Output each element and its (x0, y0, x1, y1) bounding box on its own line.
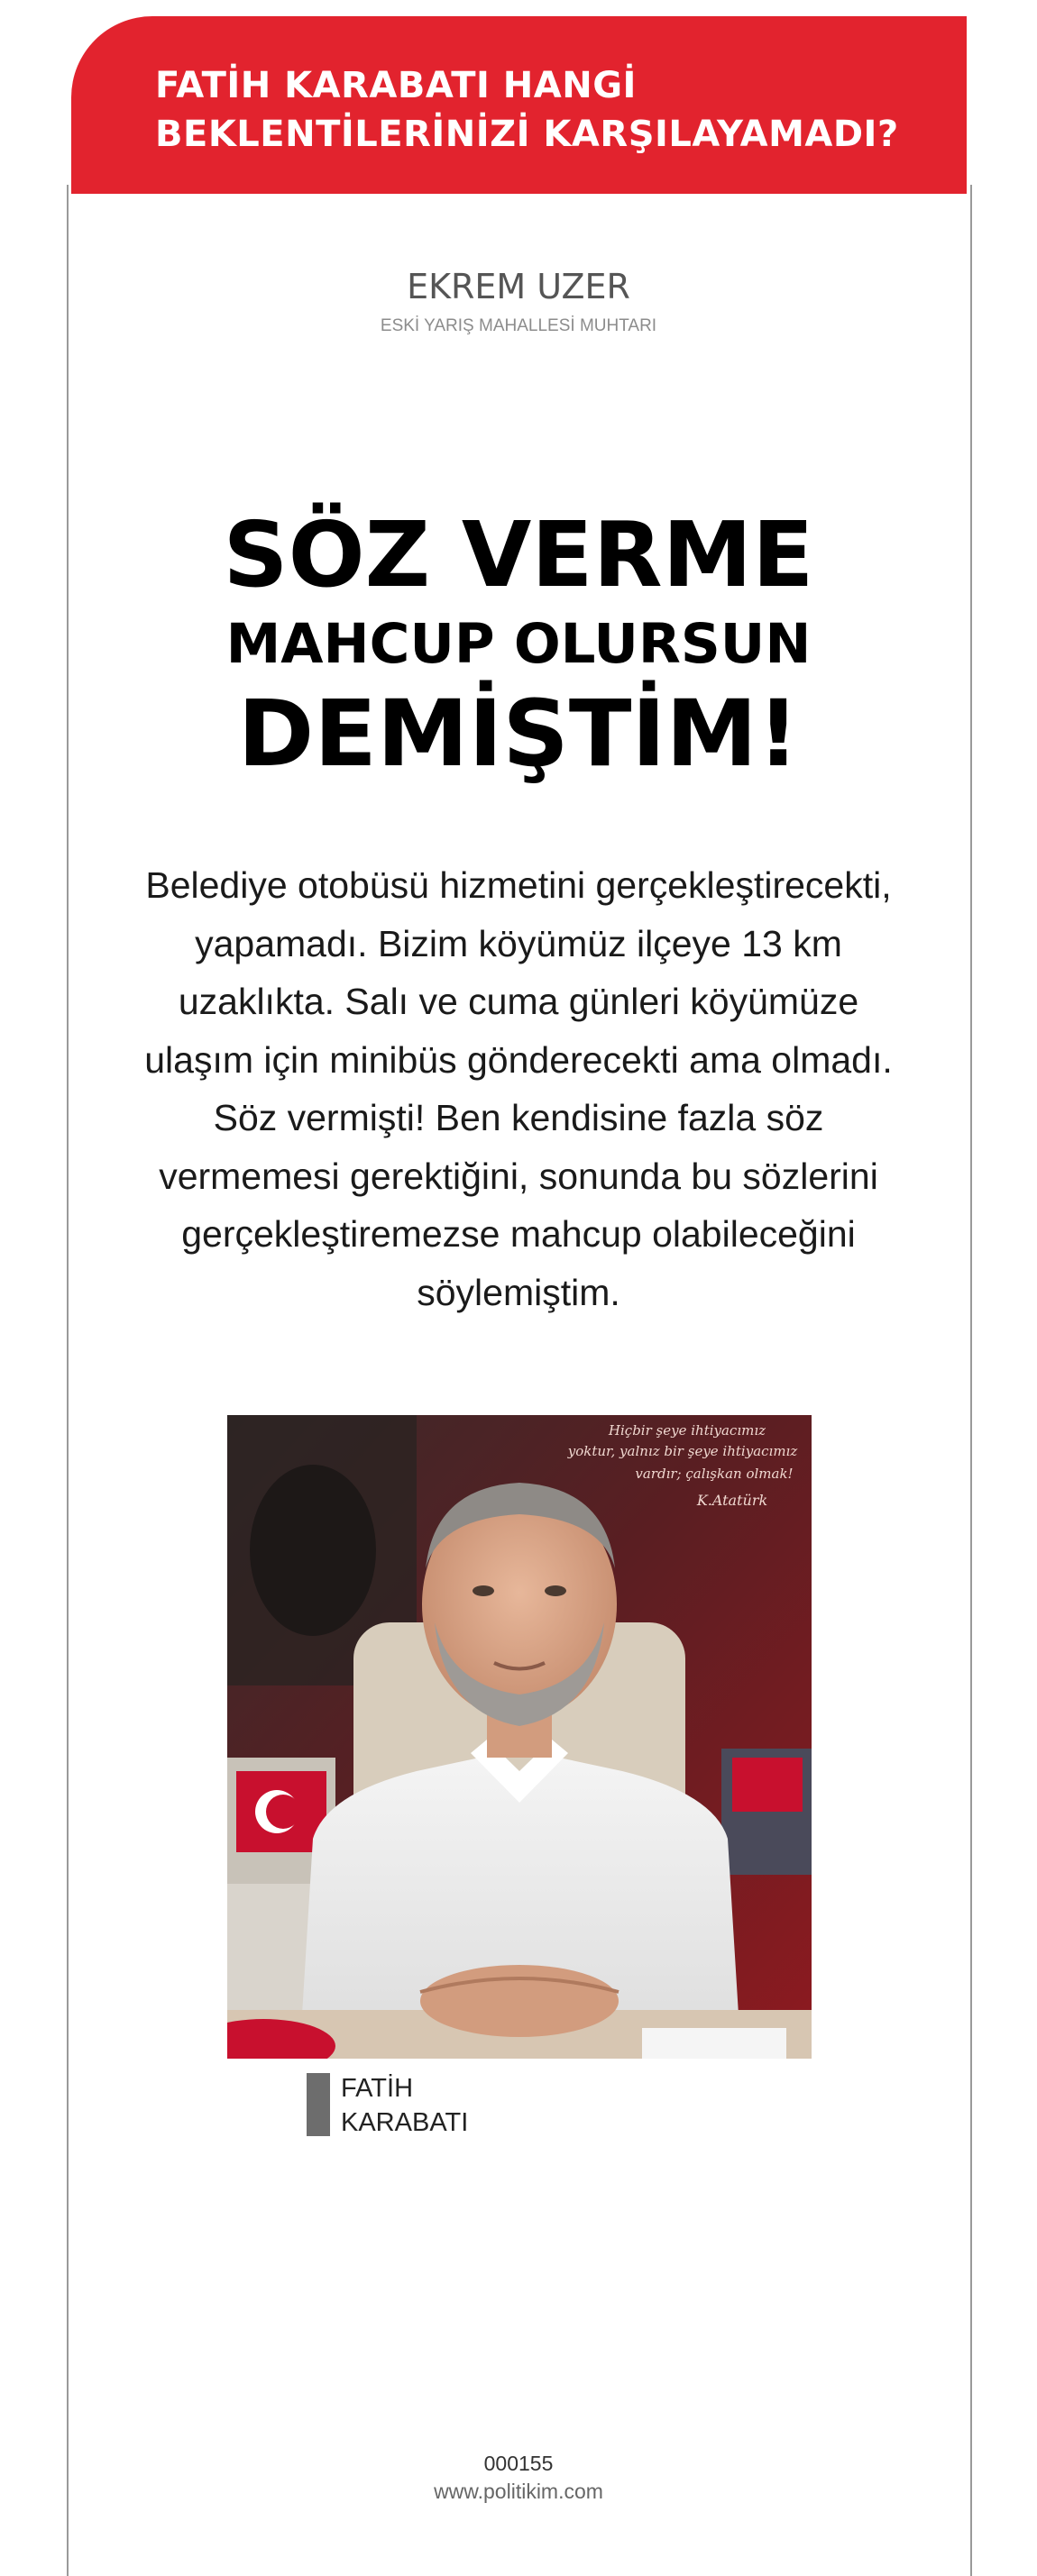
header-title-line-2: BEKLENTİLERİNİZİ KARŞILAYAMADI? (155, 114, 899, 155)
caption-line-2: KARABATI (341, 2108, 469, 2137)
portrait-photo (227, 1415, 812, 2059)
caption-bar (307, 2073, 330, 2136)
banner-signature: K.Atatürk (696, 1492, 768, 1509)
banner-text-3: vardır; çalışkan olmak! (635, 1466, 794, 1482)
footer-url: www.politikim.com (434, 2480, 603, 2503)
banner-text-1: Hiçbir şeye ihtiyacımız (608, 1422, 766, 1439)
headline-line-3: DEMİŞTİM! (237, 681, 800, 788)
author-block (0, 267, 1037, 339)
quote-text: Belediye otobüsü hizmetini gerçekleştirecekti, yapamadı. Bizim köyümüz ilçeye 13 km uzaklıkta. Salı ve cuma günleri köyümüze ulaşım için minibüs gönderecekti ama olmadı. Söz vermişti! Ben kendisine fazla söz vermemesi gerektiğini, sonunda bu sözlerini gerçekleştiremezse mahcup olabileceğini söylemiştim. (144, 864, 893, 1313)
headline-line-1: SÖZ VERME (223, 502, 814, 607)
banner-text-2: yoktur, yalnız bir şeye ihtiyacımız (567, 1443, 798, 1459)
footer-code: 000155 (483, 2452, 554, 2475)
footer (0, 2450, 1037, 2506)
header-title-line-1: FATİH KARABATI HANGİ (155, 65, 637, 106)
headline-line-2: MAHCUP OLURSUN (225, 612, 812, 676)
caption-line-1: FATİH (341, 2074, 414, 2103)
author-title: ESKİ YARIŞ MAHALLESİ MUHTARI (380, 316, 657, 335)
header-banner (71, 16, 967, 194)
caption-text (341, 2071, 468, 2140)
author-name: EKREM UZER (407, 267, 630, 306)
portrait-illustration (227, 1415, 812, 2059)
headline (0, 501, 1037, 790)
